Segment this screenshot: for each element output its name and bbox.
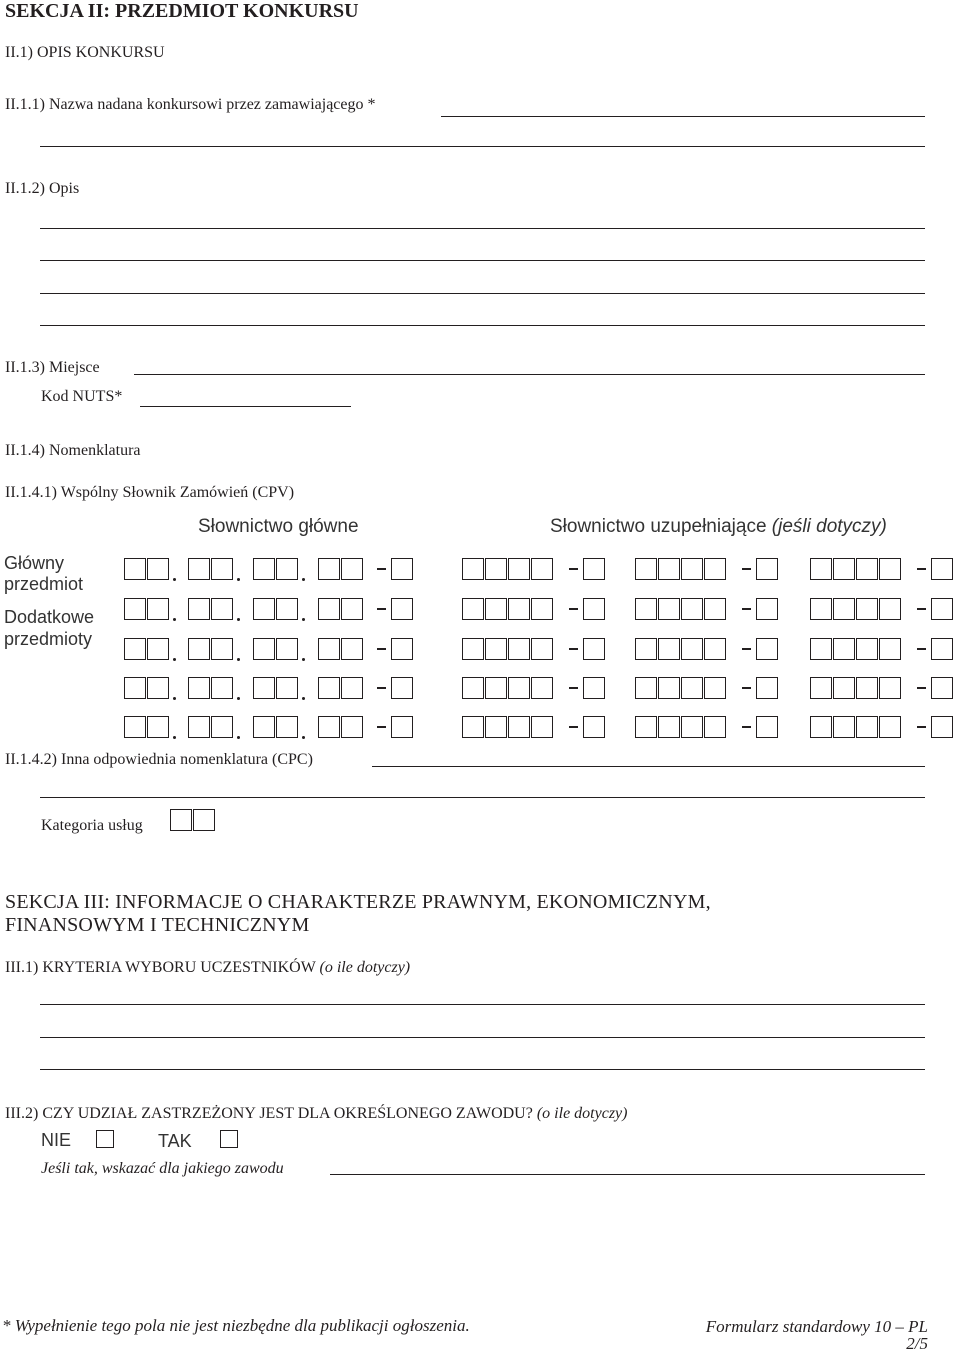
cpv-main-check-box[interactable] (391, 716, 413, 738)
kategoria-box-1[interactable] (170, 809, 192, 831)
cpv-main-digit-box[interactable] (188, 558, 210, 580)
cpv-supp-check-box[interactable] (931, 677, 953, 699)
cpv-supp-digit-box[interactable] (658, 638, 680, 660)
cpv-separator-dash (377, 648, 386, 650)
cpv-supp-check-box[interactable] (931, 558, 953, 580)
cpv-supp-digit-box[interactable] (485, 558, 507, 580)
cpv-main-digit-box[interactable] (147, 598, 169, 620)
cpv-supp-digit-box[interactable] (462, 558, 484, 580)
footer-form-name: Formularz standardowy 10 – PL (705, 1317, 928, 1336)
footer-note: * Wypełnienie tego pola nie jest niezbędne dla publikacji ogłoszenia. (2, 1316, 470, 1335)
cpv-main-digit-box[interactable] (188, 598, 210, 620)
cpv-supp-digit-box[interactable] (508, 716, 530, 738)
cpv-main-digit-box[interactable] (253, 558, 275, 580)
cpv-separator-dash (742, 726, 751, 728)
nie-label: NIE (41, 1130, 72, 1150)
cpv-supp-digit-box[interactable] (810, 677, 832, 699)
cpv-separator-dot (173, 658, 176, 661)
cpv-supp-digit-box[interactable] (681, 716, 703, 738)
opis-konkursu-heading: II.1) OPIS KONKURSU (5, 44, 165, 61)
cpv-separator-dash (917, 648, 926, 650)
cpv-main-digit-box[interactable] (318, 716, 340, 738)
cpc-field-line-2[interactable] (40, 797, 925, 798)
cpv-separator-dash (377, 687, 386, 689)
cpv-supp-digit-box[interactable] (485, 638, 507, 660)
cpv-supp-digit-box[interactable] (879, 598, 901, 620)
cpv-supp-digit-box[interactable] (833, 598, 855, 620)
cpv-separator-dot (302, 697, 305, 700)
cpv-separator-dash (742, 568, 751, 570)
cpv-supp-digit-box[interactable] (704, 598, 726, 620)
cpv-supp-digit-box[interactable] (704, 677, 726, 699)
cpc-label: II.1.4.2) Inna odpowiednia nomenklatura (CPC) (5, 751, 313, 768)
kod-nuts-field[interactable] (140, 406, 351, 407)
cpv-supp-digit-box[interactable] (810, 638, 832, 660)
cpv-main-digit-box[interactable] (318, 638, 340, 660)
cpv-supp-digit-box[interactable] (531, 638, 553, 660)
cpv-main-digit-box[interactable] (211, 638, 233, 660)
cpv-separator-dash (569, 726, 578, 728)
cpv-supp-digit-box[interactable] (462, 677, 484, 699)
cpv-separator-dash (917, 726, 926, 728)
row-label-main-object-1: Główny (4, 553, 65, 573)
cpv-supp-digit-box[interactable] (879, 677, 901, 699)
cpv-supp-digit-box[interactable] (485, 677, 507, 699)
row-label-additional-objects-1: Dodatkowe (4, 607, 95, 627)
kod-nuts-label: Kod NUTS* (41, 388, 123, 405)
cpv-separator-dash (377, 726, 386, 728)
cpv-supp-digit-box[interactable] (462, 598, 484, 620)
cpv-main-digit-box[interactable] (211, 558, 233, 580)
zawod-label (5, 1105, 627, 1123)
cpv-supp-check-box[interactable] (583, 677, 605, 699)
nazwa-label: II.1.1) Nazwa nadana konkursowi przez zamawiającego * (5, 96, 376, 113)
cpv-supp-digit-box[interactable] (658, 598, 680, 620)
cpv-main-digit-box[interactable] (124, 716, 146, 738)
cpv-supp-digit-box[interactable] (681, 558, 703, 580)
cpv-supp-note: (jeśli dotyczy) (771, 516, 887, 537)
cpv-main-digit-box[interactable] (253, 598, 275, 620)
cpv-supp-digit-box[interactable] (508, 638, 530, 660)
cpv-main-digit-box[interactable] (341, 716, 363, 738)
cpv-supp-check-box[interactable] (583, 598, 605, 620)
cpv-supp-digit-box[interactable] (681, 598, 703, 620)
cpv-supp-check-box[interactable] (583, 558, 605, 580)
cpv-main-digit-box[interactable] (253, 638, 275, 660)
cpv-supp-digit-box[interactable] (635, 677, 657, 699)
cpv-supp-digit-box[interactable] (856, 638, 878, 660)
cpv-separator-dash (742, 648, 751, 650)
cpv-supp-digit-box[interactable] (833, 677, 855, 699)
cpv-main-digit-box[interactable] (341, 677, 363, 699)
cpv-supp-digit-box[interactable] (704, 558, 726, 580)
jesli-tak-field[interactable] (330, 1174, 925, 1175)
cpv-supp-check-box[interactable] (756, 716, 778, 738)
cpv-supp-check-box[interactable] (583, 638, 605, 660)
cpv-main-check-box[interactable] (391, 558, 413, 580)
cpv-main-vocabulary-header: Słownictwo główne (198, 516, 359, 537)
cpv-separator-dot (237, 658, 240, 661)
cpv-supp-digit-box[interactable] (879, 558, 901, 580)
cpv-separator-dot (302, 618, 305, 621)
cpv-supp-digit-box[interactable] (485, 598, 507, 620)
cpv-supp-check-box[interactable] (756, 598, 778, 620)
cpv-separator-dash (742, 687, 751, 689)
cpv-supp-digit-box[interactable] (879, 716, 901, 738)
cpv-supp-digit-box[interactable] (704, 638, 726, 660)
cpv-separator-dot (302, 578, 305, 581)
kategoria-uslug-label: Kategoria usług (41, 817, 143, 834)
nie-checkbox[interactable] (96, 1130, 114, 1148)
cpv-supp-digit-box[interactable] (810, 716, 832, 738)
cpv-supp-digit-box[interactable] (531, 716, 553, 738)
cpv-supp-digit-box[interactable] (856, 558, 878, 580)
cpv-separator-dot (173, 697, 176, 700)
cpv-supplementary-vocabulary-header (550, 516, 887, 538)
cpv-main-digit-box[interactable] (147, 638, 169, 660)
cpv-supp-digit-box[interactable] (658, 677, 680, 699)
cpv-separator-dash (742, 608, 751, 610)
cpv-main-digit-box[interactable] (211, 716, 233, 738)
cpv-main-digit-box[interactable] (211, 598, 233, 620)
cpv-separator-dot (173, 618, 176, 621)
section-2-title: SEKCJA II: PRZEDMIOT KONKURSU (5, 0, 359, 22)
zawod-note: (o ile dotyczy) (536, 1105, 628, 1122)
cpv-main-digit-box[interactable] (276, 677, 298, 699)
kryteria-field-line-1[interactable] (40, 1004, 925, 1005)
cpv-main-digit-box[interactable] (253, 716, 275, 738)
cpv-supp-digit-box[interactable] (856, 598, 878, 620)
cpv-main-digit-box[interactable] (318, 677, 340, 699)
cpv-supp-digit-box[interactable] (508, 677, 530, 699)
section-3-title-line-1: SEKCJA III: INFORMACJE O CHARAKTERZE PRAWNYM, EKONOMICZNYM, (5, 891, 711, 913)
cpv-main-digit-box[interactable] (318, 558, 340, 580)
kryteria-field-line-3[interactable] (40, 1069, 925, 1070)
cpv-main-check-box[interactable] (391, 638, 413, 660)
cpv-main-digit-box[interactable] (188, 638, 210, 660)
kryteria-note: (o ile dotyczy) (319, 959, 411, 976)
kryteria-text: III.1) KRYTERIA WYBORU UCZESTNIKÓW (5, 959, 316, 976)
cpv-supp-digit-box[interactable] (462, 638, 484, 660)
cpv-main-digit-box[interactable] (124, 677, 146, 699)
cpv-separator-dot (302, 658, 305, 661)
cpv-supp-digit-box[interactable] (508, 558, 530, 580)
opis-field-line-4[interactable] (40, 325, 925, 326)
cpv-main-digit-box[interactable] (188, 677, 210, 699)
cpv-supp-digit-box[interactable] (810, 598, 832, 620)
cpv-separator-dash (917, 568, 926, 570)
cpv-main-digit-box[interactable] (276, 638, 298, 660)
cpv-separator-dash (917, 608, 926, 610)
cpv-supp-digit-box[interactable] (856, 716, 878, 738)
cpv-supp-digit-box[interactable] (810, 558, 832, 580)
cpv-supp-digit-box[interactable] (658, 558, 680, 580)
cpv-supp-digit-box[interactable] (681, 677, 703, 699)
cpv-supp-digit-box[interactable] (462, 716, 484, 738)
cpv-supp-check-box[interactable] (756, 558, 778, 580)
row-label-main-object-2: przedmiot (4, 574, 84, 594)
cpv-supp-digit-box[interactable] (531, 598, 553, 620)
cpv-supp-digit-box[interactable] (833, 558, 855, 580)
cpv-supp-digit-box[interactable] (704, 716, 726, 738)
cpv-separator-dash (377, 608, 386, 610)
cpv-separator-dot (302, 736, 305, 739)
cpc-field[interactable] (372, 766, 925, 767)
cpv-supp-digit-box[interactable] (681, 638, 703, 660)
cpv-supp-digit-box[interactable] (635, 598, 657, 620)
cpv-supp-digit-box[interactable] (635, 638, 657, 660)
cpv-supp-digit-box[interactable] (485, 716, 507, 738)
cpv-supp-digit-box[interactable] (635, 716, 657, 738)
jesli-tak-label: Jeśli tak, wskazać dla jakiego zawodu (41, 1160, 284, 1177)
cpv-main-digit-box[interactable] (124, 638, 146, 660)
zawod-text: III.2) CZY UDZIAŁ ZASTRZEŻONY JEST DLA OKREŚLONEGO ZAWODU? (5, 1105, 533, 1122)
cpv-label: II.1.4.1) Wspólny Słownik Zamówień (CPV) (5, 484, 295, 501)
cpv-separator-dash (569, 648, 578, 650)
cpv-main-check-box[interactable] (391, 677, 413, 699)
tak-checkbox[interactable] (220, 1130, 238, 1148)
cpv-separator-dash (569, 687, 578, 689)
cpv-main-digit-box[interactable] (253, 677, 275, 699)
cpv-separator-dot (173, 736, 176, 739)
cpv-separator-dash (917, 687, 926, 689)
nazwa-field-line-2[interactable] (40, 146, 925, 147)
cpv-main-digit-box[interactable] (341, 558, 363, 580)
nomenklatura-label: II.1.4) Nomenklatura (5, 442, 141, 459)
cpv-separator-dot (237, 697, 240, 700)
cpv-main-digit-box[interactable] (276, 598, 298, 620)
cpv-supp-check-box[interactable] (931, 638, 953, 660)
cpv-main-digit-box[interactable] (341, 638, 363, 660)
opis-field-line-3[interactable] (40, 293, 925, 294)
cpv-supp-digit-box[interactable] (879, 638, 901, 660)
cpv-main-digit-box[interactable] (188, 716, 210, 738)
cpv-main-digit-box[interactable] (124, 558, 146, 580)
cpv-separator-dash (569, 608, 578, 610)
cpv-supp-digit-box[interactable] (531, 558, 553, 580)
section-3-title-line-2: FINANSOWYM I TECHNICZNYM (5, 914, 310, 936)
opis-field-line-1[interactable] (40, 228, 925, 229)
cpv-supp-check-box[interactable] (931, 598, 953, 620)
cpv-supp-digit-box[interactable] (531, 677, 553, 699)
cpv-main-digit-box[interactable] (276, 716, 298, 738)
cpv-separator-dot (173, 578, 176, 581)
cpv-supp-check-box[interactable] (756, 677, 778, 699)
cpv-supp-digit-box[interactable] (635, 558, 657, 580)
footer-page-number: 2/5 (906, 1334, 928, 1353)
opis-field-line-2[interactable] (40, 260, 925, 261)
kategoria-box-2[interactable] (193, 809, 215, 831)
cpv-separator-dash (377, 568, 386, 570)
cpv-separator-dot (237, 736, 240, 739)
kryteria-label (5, 959, 410, 977)
tak-label: TAK (158, 1131, 192, 1151)
cpv-main-digit-box[interactable] (147, 558, 169, 580)
cpv-separator-dash (569, 568, 578, 570)
miejsce-label: II.1.3) Miejsce (5, 359, 100, 376)
cpv-main-digit-box[interactable] (276, 558, 298, 580)
miejsce-field[interactable] (134, 374, 925, 375)
cpv-separator-dot (237, 578, 240, 581)
cpv-supp-digit-box[interactable] (833, 716, 855, 738)
kryteria-field-line-2[interactable] (40, 1037, 925, 1038)
cpv-supp-check-box[interactable] (756, 638, 778, 660)
cpv-supp-digit-box[interactable] (833, 638, 855, 660)
opis-label: II.1.2) Opis (5, 180, 80, 197)
cpv-main-digit-box[interactable] (147, 677, 169, 699)
cpv-supp-digit-box[interactable] (658, 716, 680, 738)
cpv-supp-check-box[interactable] (583, 716, 605, 738)
cpv-main-digit-box[interactable] (341, 598, 363, 620)
cpv-supp-label: Słownictwo uzupełniające (550, 516, 767, 537)
cpv-main-check-box[interactable] (391, 598, 413, 620)
cpv-main-digit-box[interactable] (211, 677, 233, 699)
cpv-supp-digit-box[interactable] (856, 677, 878, 699)
cpv-supp-digit-box[interactable] (508, 598, 530, 620)
cpv-separator-dot (237, 618, 240, 621)
cpv-main-digit-box[interactable] (124, 598, 146, 620)
nazwa-field[interactable] (441, 116, 925, 117)
cpv-main-digit-box[interactable] (147, 716, 169, 738)
cpv-supp-check-box[interactable] (931, 716, 953, 738)
row-label-additional-objects-2: przedmioty (4, 629, 93, 649)
cpv-main-digit-box[interactable] (318, 598, 340, 620)
